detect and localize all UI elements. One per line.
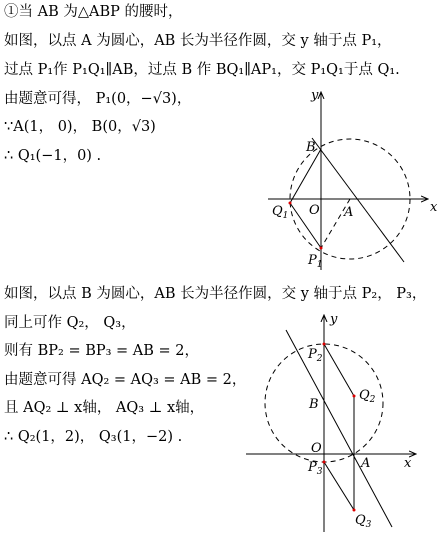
- point-a-label: A: [361, 456, 371, 471]
- point-q3-label: $Q_3$: [355, 513, 372, 530]
- text-line-8: 同上可作 Q₂， Q₃，: [4, 315, 136, 331]
- point-p2-dot: [323, 343, 326, 346]
- origin-label: O: [309, 203, 320, 218]
- figure-2: [246, 312, 416, 532]
- y-axis-label: y: [311, 88, 319, 103]
- point-q3-dot: [353, 509, 356, 512]
- y-axis-label: y: [330, 312, 338, 327]
- text-line-2: 如图，以点 A 为圆心，AB 长为半径作圆，交 y 轴于点 P₁，: [4, 33, 392, 49]
- point-p1-label: $P_1$: [308, 253, 323, 270]
- point-p2-label: $P_2$: [308, 347, 323, 364]
- line-ab: [286, 330, 392, 527]
- x-axis-label: x: [430, 200, 438, 215]
- point-q2-dot: [353, 395, 356, 398]
- point-b-label: B: [309, 397, 319, 412]
- text-line-4: 由题意可得， P₁(0，−√3)，: [4, 91, 192, 107]
- point-p3-label: $P_3$: [308, 460, 323, 477]
- line-ab: [312, 138, 404, 262]
- text-line-9: 则有 BP₂ = BP₃ = AB = 2，: [4, 343, 200, 359]
- point-p1-dot: [320, 247, 323, 250]
- segment-p3q3: [324, 462, 354, 510]
- text-line-5: ∵A(1， 0)， B(0，√3): [4, 119, 156, 135]
- origin-label: O: [311, 441, 322, 456]
- text-line-12: ∴ Q₂(1，2)， Q₃(1，−2) .: [4, 429, 183, 445]
- text-line-6: ∴ Q₁(−1，0) .: [4, 148, 102, 164]
- text-line-1: ①当 AB 为△ABP 的腰时，: [4, 4, 183, 20]
- text-line-11: 且 AQ₂ ⊥ x轴， AQ₃ ⊥ x轴，: [4, 400, 205, 416]
- point-p3-dot: [323, 461, 326, 464]
- point-a-label: A: [344, 205, 354, 220]
- point-q1-dot: [289, 202, 292, 205]
- figure-1: [268, 88, 438, 270]
- text-line-3: 过点 P₁作 P₁Q₁∥AB，过点 B 作 BQ₁∥AP₁，交 P₁Q₁于点 Q₁.: [4, 62, 400, 78]
- x-axis-label: x: [404, 456, 412, 471]
- point-q2-label: $Q_2$: [359, 388, 376, 405]
- segment-p2q2: [324, 344, 354, 396]
- point-b-label: B: [306, 140, 316, 155]
- point-q1-label: $Q_1$: [272, 204, 289, 221]
- text-line-10: 由题意可得 AQ₂ = AQ₃ = AB = 2，: [4, 372, 247, 388]
- text-line-7: 如图，以点 B 为圆心，AB 长为半径作圆，交 y 轴于点 P₂， P₃，: [4, 286, 427, 302]
